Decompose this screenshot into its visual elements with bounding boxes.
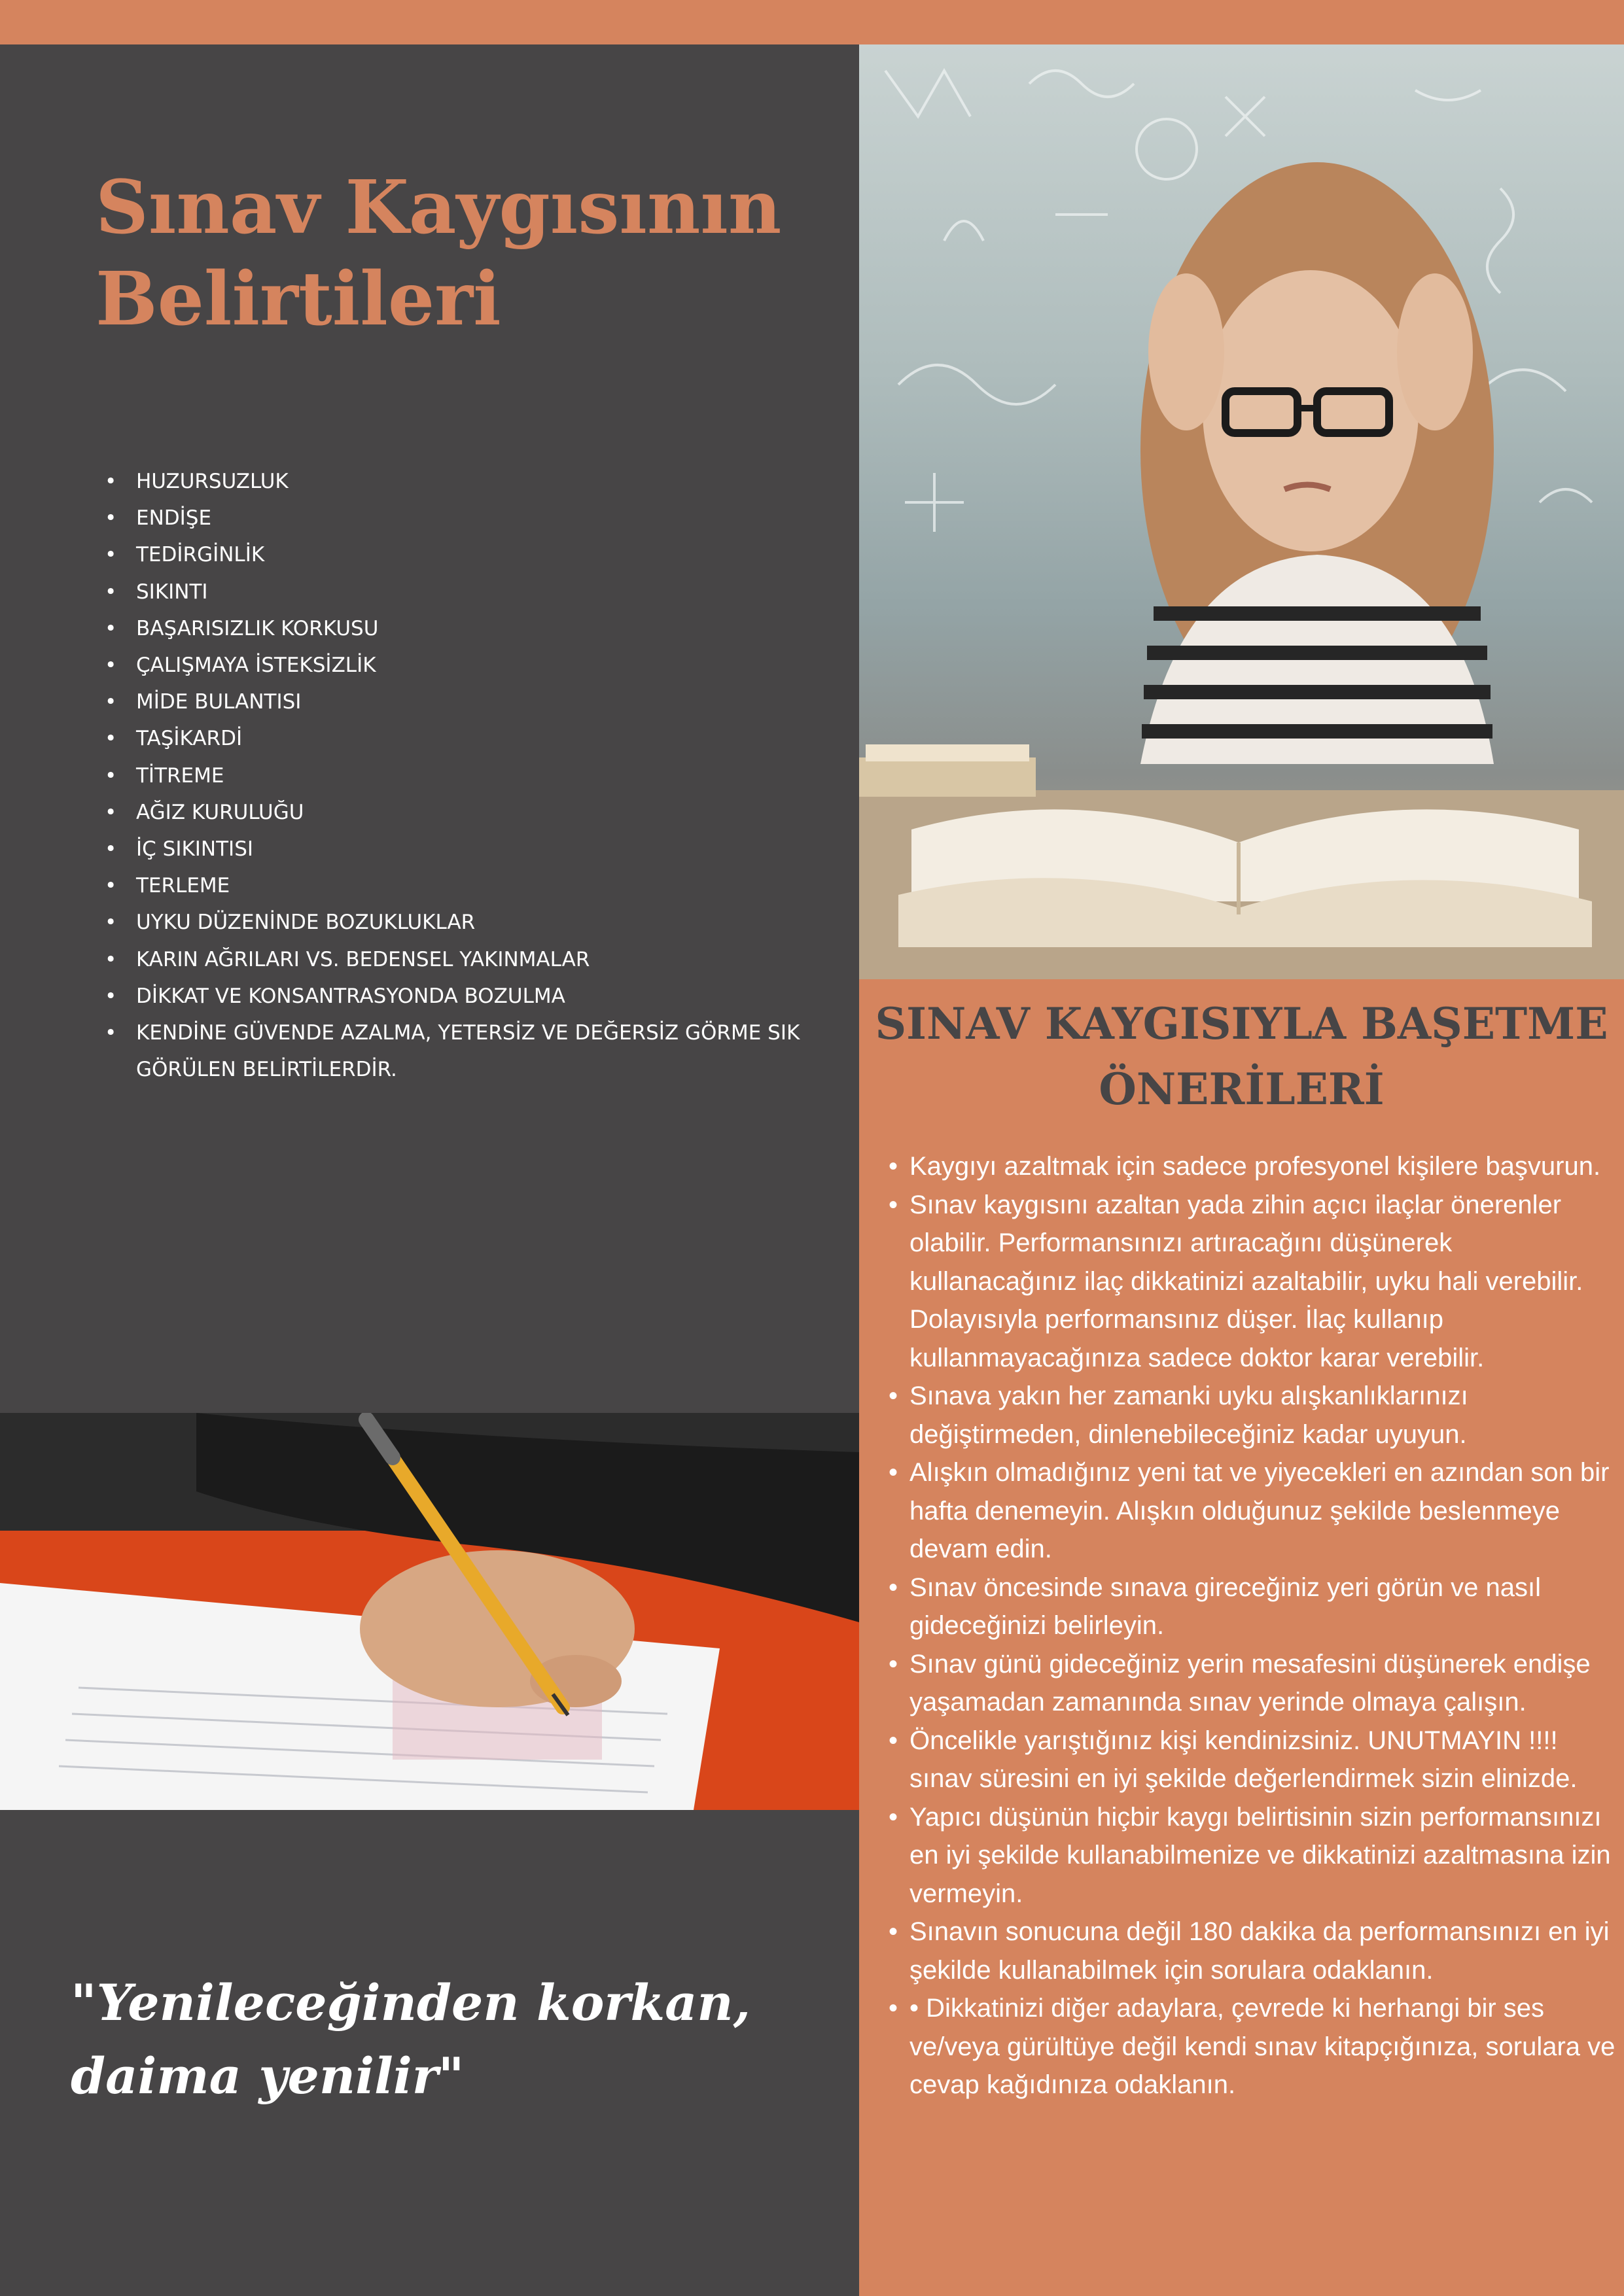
page-title: Sınav Kaygısının Belirtileri — [96, 165, 782, 342]
top-accent-band — [0, 0, 1624, 44]
tips-list — [889, 1147, 1623, 2104]
list-item: • UYKU DÜZENİNDE BOZUKLUKLAR — [98, 904, 818, 941]
list-item: • BAŞARISIZLIK KORKUSU — [98, 610, 818, 647]
section-title: SINAV KAYGISIYLA BAŞETME ÖNERİLERİ — [875, 998, 1608, 1115]
student-stress-photo — [859, 44, 1624, 979]
list-item: • Sınavın sonucuna değil 180 dakika da performansınızı en iyi şekilde kullanabilmek için sorulara odaklanın. — [889, 1913, 1623, 1989]
left-panel — [0, 44, 859, 2296]
list-item: • ENDİŞE — [98, 500, 818, 536]
list-item: • AĞIZ KURULUĞU — [98, 794, 818, 831]
list-item: • KENDİNE GÜVENDE AZALMA, YETERSİZ VE DEĞERSİZ GÖRME SIK GÖRÜLEN BELİRTİLERDİR. — [98, 1015, 818, 1088]
list-item: • ÇALIŞMAYA İSTEKSİZLİK — [98, 647, 818, 684]
list-item: • DİKKAT VE KONSANTRASYONDA BOZULMA — [98, 978, 818, 1015]
exam-writing-photo — [0, 1413, 859, 1810]
list-item: • Sınav kaygısını azaltan yada zihin açıcı ilaçlar önerenler olabilir. Performansınızı artıracağını düşünerek kullanacağınız ilaç dikkatinizi azaltabilir, uyku hali verebilir. Dolayısıyla performansınız düşer. İlaç kullanıp kullanmayacağınıza sadece doktor karar verebilir. — [889, 1186, 1623, 1378]
list-item: • SIKINTI — [98, 574, 818, 610]
student-stress-illustration — [859, 44, 1624, 979]
list-item: • Sınav günü gideceğiniz yerin mesafesini düşünerek endişe yaşamadan zamanında sınav yerinde olmaya çalışın. — [889, 1645, 1623, 1722]
list-item: • TİTREME — [98, 757, 818, 794]
list-item: • KARIN AĞRILARI VS. BEDENSEL YAKINMALAR — [98, 941, 818, 978]
list-item: • Sınav öncesinde sınava gireceğiniz yeri görün ve nasıl gideceğinizi belirleyin. — [889, 1569, 1623, 1645]
list-item: • TERLEME — [98, 867, 818, 904]
list-item: • • Dikkatinizi diğer adaylara, çevrede ki herhangi bir ses ve/veya gürültüye değil kendi sınav kitapçığınıza, sorulara ve cevap kağıdınıza odaklanın. — [889, 1989, 1623, 2104]
list-item: • Alışkın olmadığınız yeni tat ve yiyecekleri en azından son bir hafta denemeyin. Alışkın olduğunuz şekilde beslenmeye devam edin. — [889, 1453, 1623, 1569]
list-item: • Kaygıyı azaltmak için sadece profesyonel kişilere başvurun. — [889, 1147, 1623, 1186]
list-item: • Yapıcı düşünün hiçbir kaygı belirtisinin sizin performansınızı en iyi şekilde kullanabilmenize ve dikkatinizi azaltmasına izin vermeyin. — [889, 1798, 1623, 1913]
list-item: • HUZURSUZLUK — [98, 463, 818, 500]
list-item: • TEDİRGİNLİK — [98, 536, 818, 573]
list-item: • MİDE BULANTISI — [98, 684, 818, 720]
list-item: • İÇ SIKINTISI — [98, 831, 818, 867]
list-item: • Öncelikle yarıştığınız kişi kendinizsiniz. UNUTMAYIN !!!! sınav süresini en iyi şekilde değerlendirmek sizin elinizde. — [889, 1722, 1623, 1798]
motivational-quote: "Yenileceğinden korkan, daima yenilir" — [71, 1974, 751, 2105]
exam-writing-illustration — [0, 1413, 859, 1810]
list-item: • Sınava yakın her zamanki uyku alışkanlıklarınızı değiştirmeden, dinlenebileceğiniz kadar uyuyun. — [889, 1377, 1623, 1453]
list-item: • TAŞİKARDİ — [98, 720, 818, 757]
symptom-list — [98, 463, 818, 1088]
